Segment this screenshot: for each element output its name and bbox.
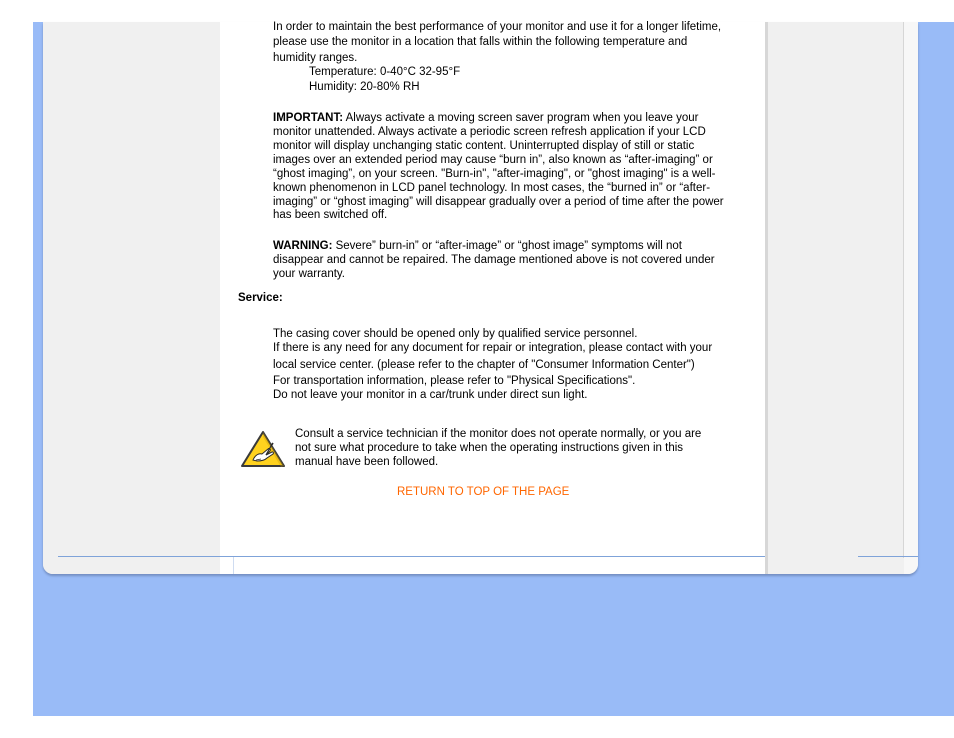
caution-line: manual have been followed. (295, 456, 439, 468)
right-sidebar (768, 22, 904, 574)
important-line: “ghost imaging”, on your screen. "Burn-in", "after-imaging", or "ghost imaging" is a well- (273, 168, 716, 180)
warning-text: Severe” burn-in” or “after-image” or “ghost image” symptoms will not (332, 240, 683, 252)
intro-line: please use the monitor in a location that falls within the following temperature and (273, 36, 688, 48)
service-line: The casing cover should be opened only by qualified service personnel. (273, 328, 638, 340)
caution-hand-icon (240, 429, 286, 469)
caution-line: not sure what procedure to take when the operating instructions given in this (295, 442, 684, 454)
caution-line: Consult a service technician if the monitor does not operate normally, or you are (295, 428, 702, 440)
service-line: For transportation information, please refer to "Physical Specifications". (273, 375, 636, 387)
important-line: known phenomenon in LCD panel technology. In most cases, the “burned in” or “after- (273, 182, 711, 194)
service-line: Do not leave your monitor in a car/trunk under direct sun light. (273, 389, 588, 401)
important-line: imaging” or “ghost imaging” will disappear gradually over a period of time after the power (273, 196, 724, 208)
humidity-range: Humidity: 20-80% RH (309, 81, 420, 93)
service-line: If there is any need for any document for repair or integration, please contact with your (273, 342, 713, 354)
warning-label: WARNING: (273, 240, 333, 252)
warning-line: your warranty. (273, 268, 346, 280)
intro-line: humidity ranges. (273, 52, 358, 64)
footer-divider-right (858, 556, 918, 557)
important-line: has been switched off. (273, 209, 388, 221)
service-line: local service center. (please refer to the chapter of "Consumer Information Center") (273, 359, 695, 371)
temperature-range: Temperature: 0-40°C 32-95°F (309, 66, 461, 78)
service-heading: Service: (238, 292, 283, 304)
warning-line: disappear and cannot be repaired. The damage mentioned above is not covered under (273, 254, 715, 266)
footer-tick (233, 557, 234, 574)
important-first-line (273, 111, 698, 126)
important-text: Always activate a moving screen saver program when you leave your (343, 112, 699, 124)
important-label: IMPORTANT: (273, 112, 344, 124)
important-line: images over an extended period may cause “burn in”, also known as “after-imaging” or (273, 154, 713, 166)
intro-line: In order to maintain the best performance of your monitor and use it for a longer lifetime, (273, 21, 722, 33)
left-sidebar (43, 22, 220, 574)
important-line: monitor will display unchanging static content. Uninterrupted display of still or static (273, 140, 695, 152)
warning-first-line (273, 239, 682, 254)
important-line: monitor unattended. Always activate a periodic screen refresh application if your LCD (273, 126, 706, 138)
right-edge-strip (904, 22, 918, 574)
footer-divider (58, 556, 765, 557)
return-to-top-link[interactable]: RETURN TO TOP OF THE PAGE (397, 486, 570, 498)
